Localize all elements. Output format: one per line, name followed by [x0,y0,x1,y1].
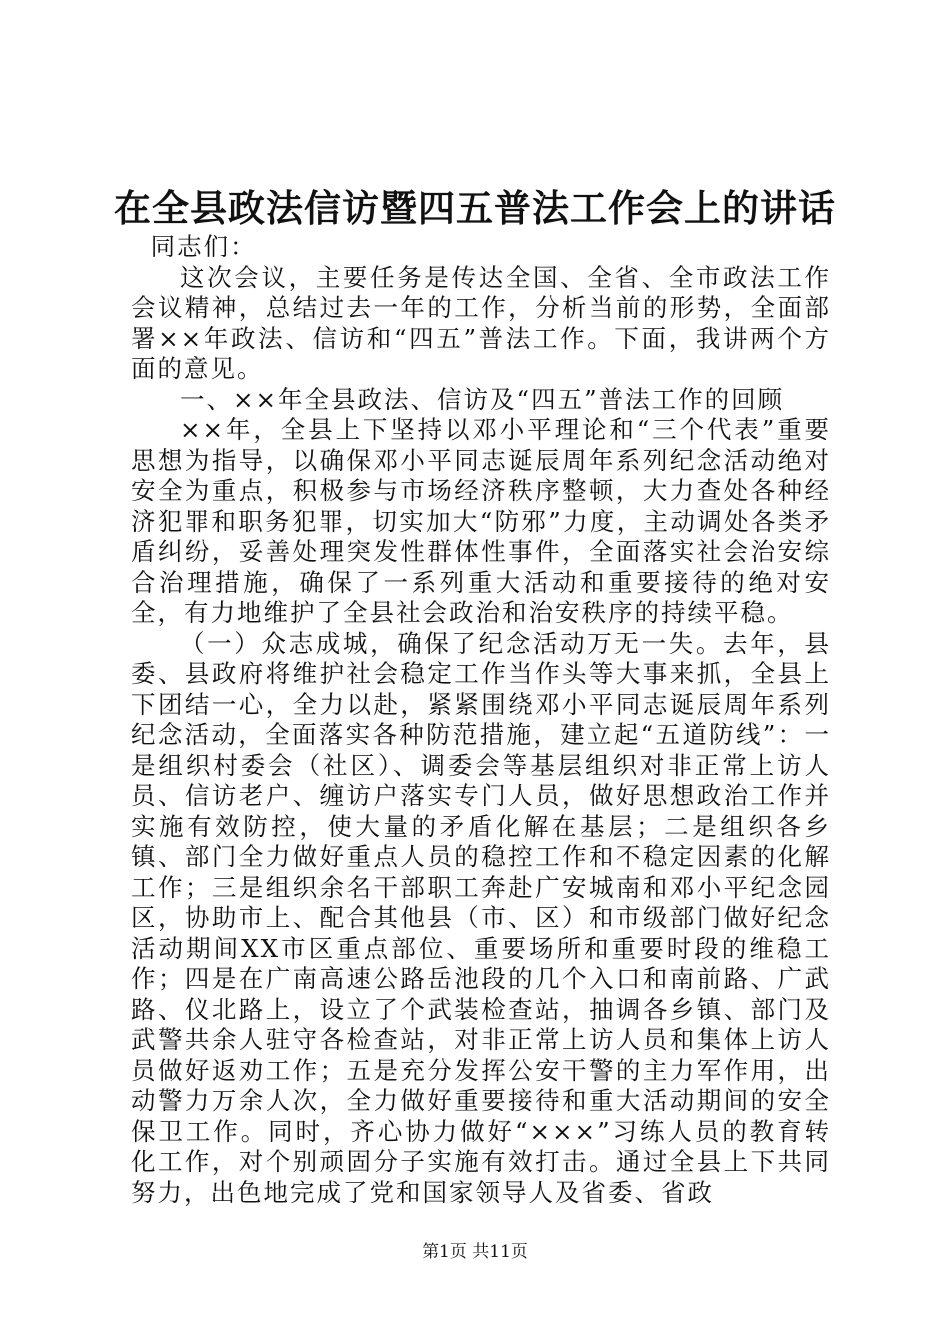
intro-paragraph: 这次会议，主要任务是传达全国、全省、全市政法工作会议精神，总结过去一年的工作，分析当前的形势，全面部署××年政法、信访和“四五”普法工作。下面，我讲两个方面的意见。 [131,262,831,383]
body-paragraph: （一）众志成城，确保了纪念活动万无一失。去年，县委、县政府将维护社会稳定工作当作头等大事来抓，全县上下团结一心，全力以赴，紧紧围绕邓小平同志诞辰周年系列纪念活动，全面落实各种防范措施，建立起“五道防线”：一是组织村委会（社区）、调委会等基层组织对非正常上访人员、信访老户、缠访户落实专门人员，做好思想政治工作并实施有效防控，使大量的矛盾化解在基层；二是组织各乡镇、部门全力做好重点人员的稳控工作和不稳定因素的化解工作；三是组织余名干部职工奔赴广安城南和邓小平纪念园区，协助市上、配合其他县（市、区）和市级部门做好纪念活动期间XX市区重点部位、重要场所和重要时段的维稳工作；四是在广南高速公路岳池段的几个入口和南前路、广武路、仪北路上，设立了个武装检查站，抽调各乡镇、部门及武警共余人驻守各检查站，对非正常上访人员和集体上访人员做好返劝工作；五是充分发挥公安干警的主力军作用，出动警力万余人次，全力做好重要接待和重大活动期间的安全保卫工作。同时，齐心协力做好“×××”习练人员的教育转化工作，对个别顽固分子实施有效打击。通过全县上下共同努力，出色地完成了党和国家领导人及省委、省政 [131,628,831,1207]
body-paragraph: ××年，全县上下坚持以邓小平理论和“三个代表”重要思想为指导，以确保邓小平同志诞辰周年系列纪念活动绝对安全为重点，积极参与市场经济秩序整顿，大力查处各种经济犯罪和职务犯罪，切实加大“防邪”力度，主动调处各类矛盾纠纷，妥善处理突发性群体性事件，全面落实社会治安综合治理措施，确保了一系列重大活动和重要接待的绝对安全，有力地维护了全县社会政治和治安秩序的持续平稳。 [131,415,831,627]
document-body [131,232,831,1208]
document-title: 在全县政法信访暨四五普法工作会上的讲话 [114,186,836,230]
section-heading: 一、××年全县政法、信访及“四五”普法工作的回顾 [180,384,785,414]
salutation-paragraph: 同志们： [150,232,257,261]
page-number: 第1页 共11页 [422,1242,528,1262]
